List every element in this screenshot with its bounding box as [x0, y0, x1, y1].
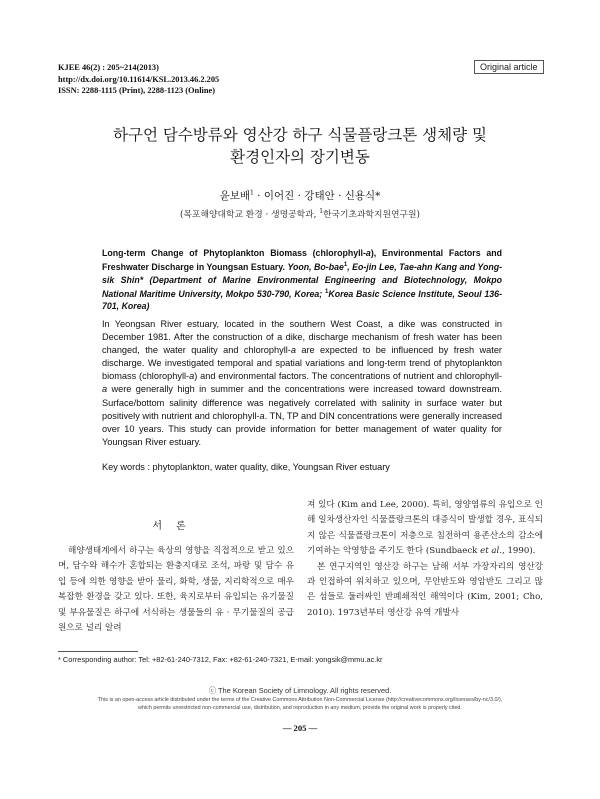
et-al: et al.	[480, 546, 502, 557]
right-column	[307, 498, 543, 621]
corresponding-author-footnote: * Corresponding author: Tel: +82-61-240-7312, Fax: +82-61-240-7321, E-mail: yongsik@mmu.ac.kr	[58, 655, 383, 664]
en-author-1: Yoon, Bo-bae	[287, 262, 344, 273]
affiliation-mark: 1	[319, 208, 324, 216]
license-notice	[40, 697, 560, 712]
affiliation-part-1: (목포해양대학교 환경 · 생명공학과,	[180, 210, 320, 220]
abstract-italic-3: a	[102, 384, 108, 395]
issn: ISSN: 2288-1115 (Print), 2288-1123 (Online)	[58, 86, 216, 96]
left-column-text: 해양생태계에서 하구는 육상의 영향을 직접적으로 받고 있으며, 담수와 해수가 혼합되는 환충지대로 조석, 파랑 및 담수 유입 등에 의한 영향을 받아 물리, 화학, 생물, 지리학적으로 매우 복잡한 환경을 갖고 있다. 또한, 육지로부터 유입되는 유기물질 및 부유물질은 하구에 서식하는 생물들의 유 · 무기물질의 공급원으로 널리 알려	[58, 546, 294, 634]
right-para-1-text: 져 있다 (Kim and Lee, 2000). 특히, 영양염류의 유입으로 인해 일차생산자인 식물플랑크톤의 대증식이 발생할 경우, 표식되지 않은 식물플랑크톤이 저층으로 침전하여 용존산소의 감소에 기여하는 악영향을 주기도 한다 (Sundbaeck	[307, 500, 543, 557]
title-line-1: 하구언 담수방류와 영산강 하구 식물플랑크톤 생체량 및	[113, 126, 487, 144]
abstract-italic-4: a	[259, 410, 265, 421]
en-authors-affil: , Eo-jin Lee, Tae-ahn Kang and Yong-sik Shin* (Department of Marine Environmental Engineering and Biotechnology, Mokpo National Maritime University, Mokpo 530-790, Korea;	[102, 262, 503, 300]
en-affil-mark-1: 1	[343, 262, 348, 269]
en-title-italic-a: a	[365, 248, 371, 258]
article-type-badge: Original article	[474, 60, 544, 74]
license-line-2: which permits unrestricted non-commercial use, distribution, and reproduction in any medium, provide the original work is properly cited.	[138, 704, 462, 711]
license-line-1: This is an open-access article distributed under the terms of the Creative Commons Attribution Non-Commercial License (http://creativecommons.org/licenses/by-nc/3.0/),	[97, 697, 503, 703]
abstract-text-5: . TN, TP and DIN concentrations were generally increased over 10 years. This study can provide information for better management of water quality for Youngsan River estuary.	[102, 410, 502, 447]
author-1: 윤보배	[219, 190, 251, 202]
section-title-introduction: 서론	[152, 521, 200, 532]
english-reference	[102, 247, 502, 313]
journal-citation: KJEE 46(2) : 205~214(2013)	[58, 63, 159, 72]
abstract-italic-1: a	[290, 345, 296, 356]
journal-header	[58, 62, 219, 97]
author-rest: · 이어진 · 강태안 · 신용식*	[253, 190, 381, 202]
author-1-affil-mark: 1	[250, 189, 254, 197]
abstract-text-3: ) and environmental factors. The concentrations of nutrient and chlorophyll-	[194, 371, 502, 382]
affiliation-part-2: 한국기초과학지원연구원)	[323, 210, 420, 220]
footnote-divider	[58, 651, 138, 652]
abstract	[102, 318, 502, 449]
en-title-2: ), Environmental Factors and Freshwater Discharge in Youngsan Estuary.	[102, 248, 502, 273]
affiliation	[60, 207, 540, 220]
right-column-para-1	[307, 498, 543, 560]
abstract-text-4: were generally high in summer and the concentrations were increased toward downstream. Surface/bottom salinity difference was negatively correlated with salinity in surface water but positively with nutrient and chlorophyll-	[102, 384, 502, 421]
right-para-1-end: , 1990).	[502, 546, 536, 557]
doi-link[interactable]: http://dx.doi.org/10.11614/KSL.2013.46.2.205	[58, 74, 220, 84]
keywords: Key words : phytoplankton, water quality, dike, Youngsan River estuary	[102, 462, 390, 472]
en-affil-2: Korea Basic Science Institute, Seoul 136-701, Korea)	[102, 289, 502, 312]
abstract-text-1: In Yeongsan River estuary, located in the southern West Coast, a dike was constructed in December 1981. After the construction of a dike, discharge mechanism of fresh water has been changed, the water quality and chlorophyll-	[102, 319, 502, 356]
copyright: ⓒ The Korean Society of Limnology. All rights reserved.	[208, 686, 392, 695]
paper-title	[60, 124, 540, 168]
page-number: — 205 —	[282, 723, 318, 733]
author-list	[60, 188, 540, 203]
en-title-1: Long-term Change of Phytoplankton Biomass (chlorophyll-	[102, 248, 366, 258]
right-column-para-2: 본 연구지역인 영산강 하구는 남해 서부 가장자리의 영산강과 인접하여 위치하고 있으며, 무안반도와 영암반도 그리고 많은 섬들로 둘러싸인 반폐쇄적인 해역이다 (Kim, 2001; Cho, 2010). 1973년부터 영산강 유역 개발사	[307, 561, 543, 618]
en-affil-mark-2: 1	[325, 289, 329, 296]
abstract-text-2: are expected to be influenced by fresh water discharge. We investigated temporal and spatial variations and long-term trend of phytoplankton biomass (chlorophyll-	[102, 345, 502, 382]
abstract-italic-2: a	[189, 371, 195, 382]
title-line-2: 환경인자의 장기변동	[230, 148, 370, 166]
